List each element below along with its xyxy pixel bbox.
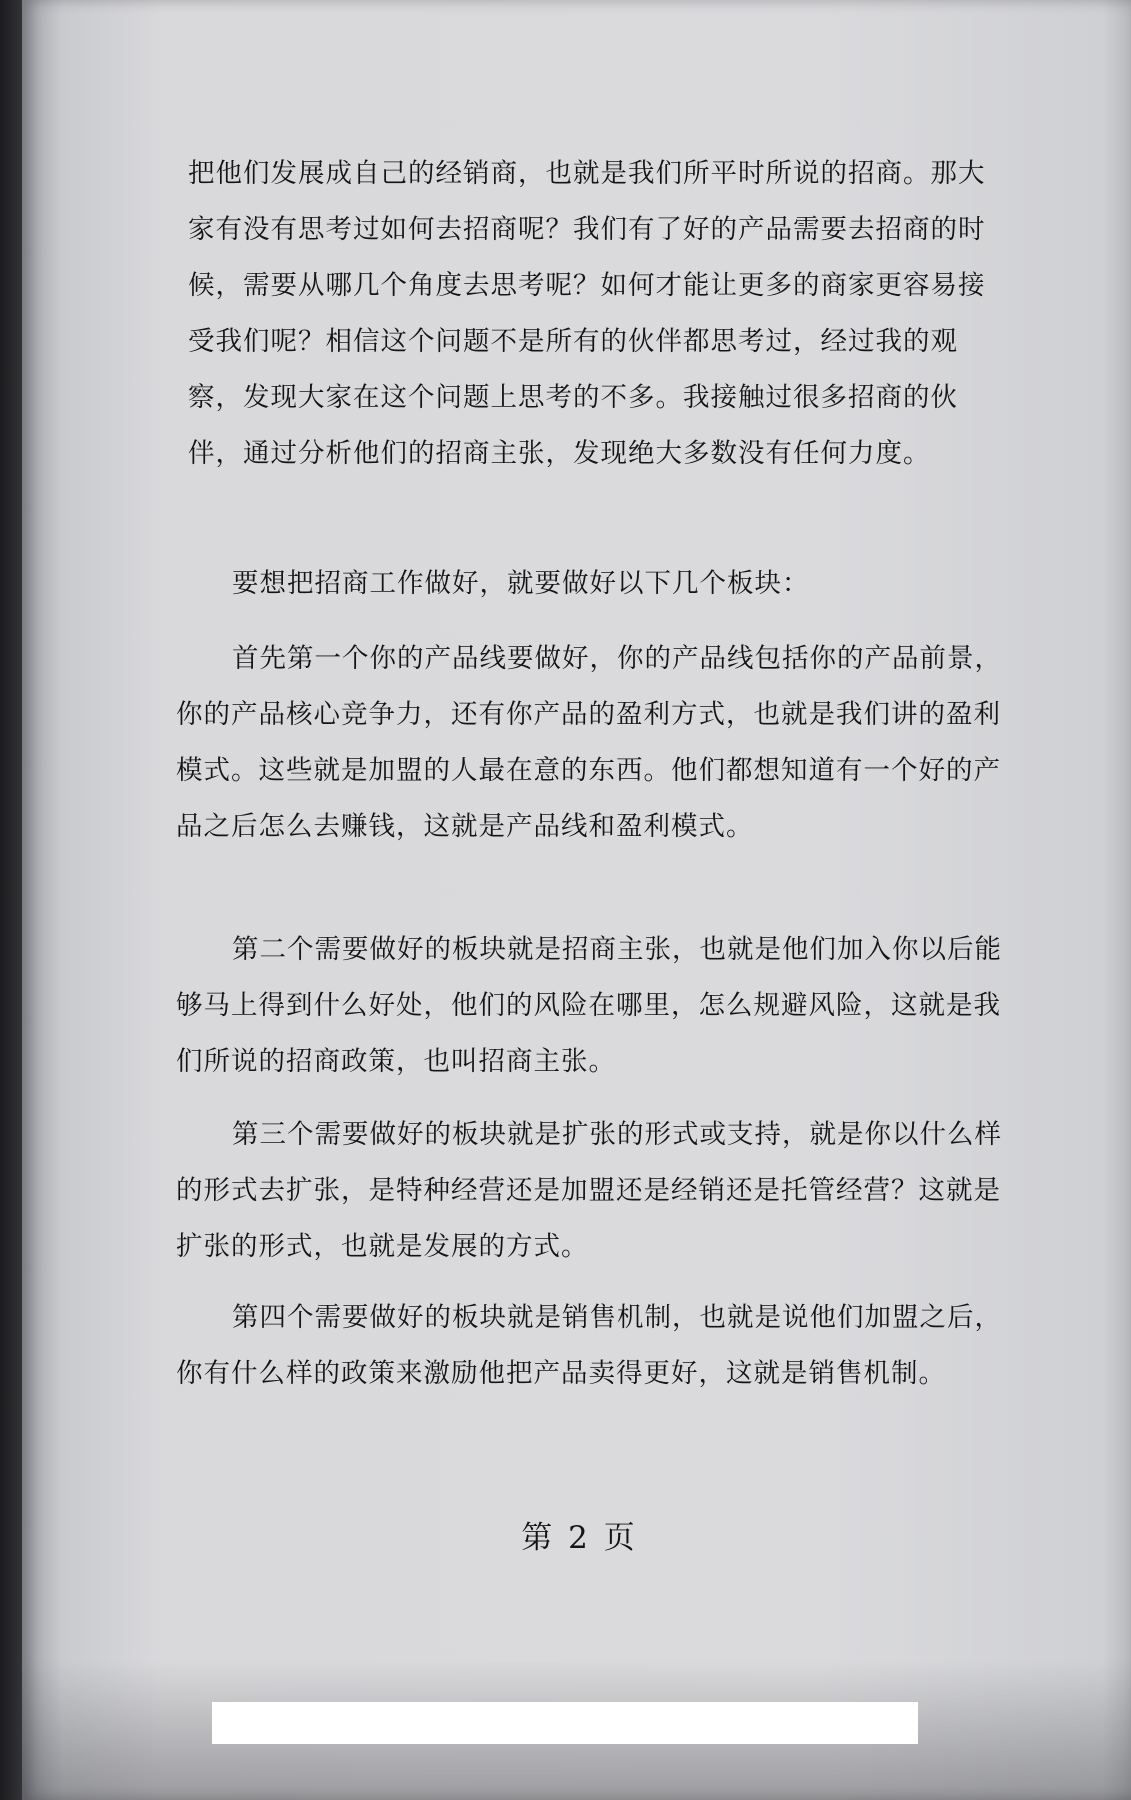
paragraph-4 (176, 922, 1006, 1090)
paragraph-6 (176, 1290, 1006, 1402)
paragraph-2 (176, 556, 1006, 612)
paragraph-5 (176, 1107, 1006, 1275)
paragraph-3-text: 首先第一个你的产品线要做好，你的产品线包括你的产品前景，你的产品核心竞争力，还有你产品的盈利方式，也就是我们讲的盈利模式。这些就是加盟的人最在意的东西。他们都想知道有一个好的产品之后怎么去赚钱，这就是产品线和盈利模式。 (176, 643, 1002, 842)
paragraph-4-text: 第二个需要做好的板块就是招商主张，也就是他们加入你以后能够马上得到什么好处，他们的风险在哪里，怎么规避风险，这就是我们所说的招商政策，也叫招商主张。 (176, 934, 1002, 1077)
paragraph-6-text: 第四个需要做好的板块就是销售机制，也就是说他们加盟之后，你有什么样的政策来激励他把产品卖得更好，这就是销售机制。 (176, 1302, 1002, 1389)
redaction-bar (212, 1702, 918, 1744)
paragraph-1-text: 把他们发展成自己的经销商，也就是我们所平时所说的招商。那大家有没有思考过如何去招商呢？我们有了好的产品需要去招商的时候，需要从哪几个角度去思考呢？如何才能让更多的商家更容易接受我们呢？相信这个问题不是所有的伙伴都思考过，经过我的观察，发现大家在这个问题上思考的不多。我接触过很多招商的伙伴，通过分析他们的招商主张，发现绝大多数没有任何力度。 (188, 158, 986, 469)
paragraph-1 (188, 146, 1006, 482)
paragraph-2-text: 要想把招商工作做好，就要做好以下几个板块： (232, 568, 810, 599)
paragraph-3 (176, 631, 1006, 855)
page-number: 第 2 页 (521, 1520, 638, 1556)
paragraph-5-text: 第三个需要做好的板块就是扩张的形式或支持，就是你以什么样的形式去扩张，是特种经营还是加盟还是经销还是托管经营？这就是扩张的形式，也就是发展的方式。 (176, 1119, 1002, 1262)
